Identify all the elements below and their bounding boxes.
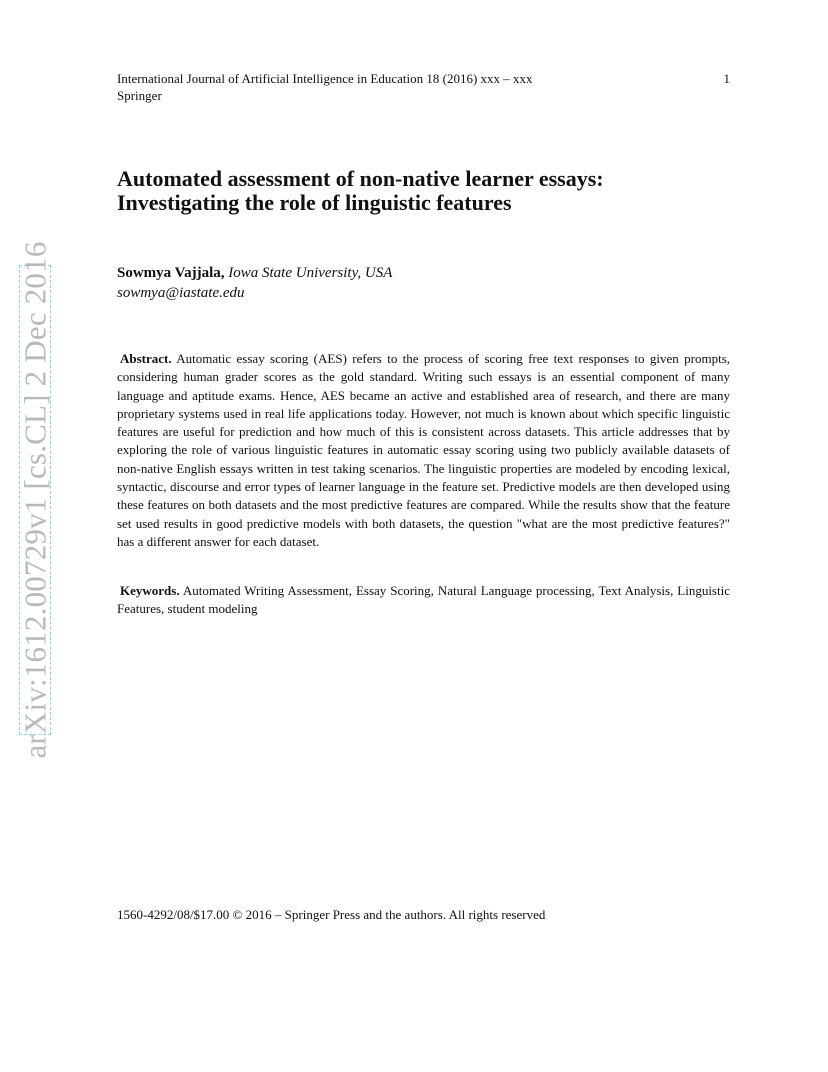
running-header [117, 70, 730, 104]
author-name: Sowmya Vajjala, [117, 265, 225, 281]
arxiv-stamp[interactable] [14, 241, 58, 759]
publisher-line: Springer [117, 88, 162, 103]
journal-line: International Journal of Artificial Intelligence in Education 18 (2016) xxx – xxx [117, 71, 533, 86]
author-email: sowmya@iastate.edu [117, 285, 245, 301]
title-line-2: Investigating the role of linguistic features [117, 190, 512, 215]
copyright-footer: 1560-4292/08/$17.00 © 2016 – Springer Press and the authors. All rights reserved [117, 907, 546, 922]
paper-title [117, 167, 737, 215]
arxiv-id[interactable]: arXiv:1612.00729v1 [cs.CL] 2 Dec 2016 [18, 241, 53, 759]
keywords [117, 582, 730, 619]
author-affiliation: Iowa State University, USA [228, 265, 393, 281]
keywords-label: Keywords. [120, 583, 180, 598]
abstract-label: Abstract. [120, 351, 172, 366]
author-block [117, 263, 392, 303]
page-number: 1 [723, 71, 730, 86]
keywords-text: Automated Writing Assessment, Essay Scoring, Natural Language processing, Text Analysis, Linguistic Features, student modeling [117, 583, 730, 617]
abstract-text: Automatic essay scoring (AES) refers to the process of scoring free text responses to given prompts, considering human grader scores as the gold standard. Writing such essays is an essential component of many language and aptitude exams. Hence, AES became an active and established area of research, and there are many proprietary systems used in real life applications today. However, not much is known about which specific linguistic features are useful for prediction and how much of this is consistent across datasets. This article addresses that by exploring the role of various linguistic features in automatic essay scoring using two publicly available datasets of non-native English essays written in test taking scenarios. The linguistic properties are modeled by encoding lexical, syntactic, discourse and error types of learner language in the feature set. Predictive models are then developed using these features on both datasets and the most predictive features are compared. While the results show that the feature set used results in good predictive models with both datasets, the question "what are the most predictive features?" has a different answer for each dataset. [117, 351, 730, 549]
abstract [117, 350, 730, 551]
title-line-1: Automated assessment of non-native learner essays: [117, 166, 604, 191]
